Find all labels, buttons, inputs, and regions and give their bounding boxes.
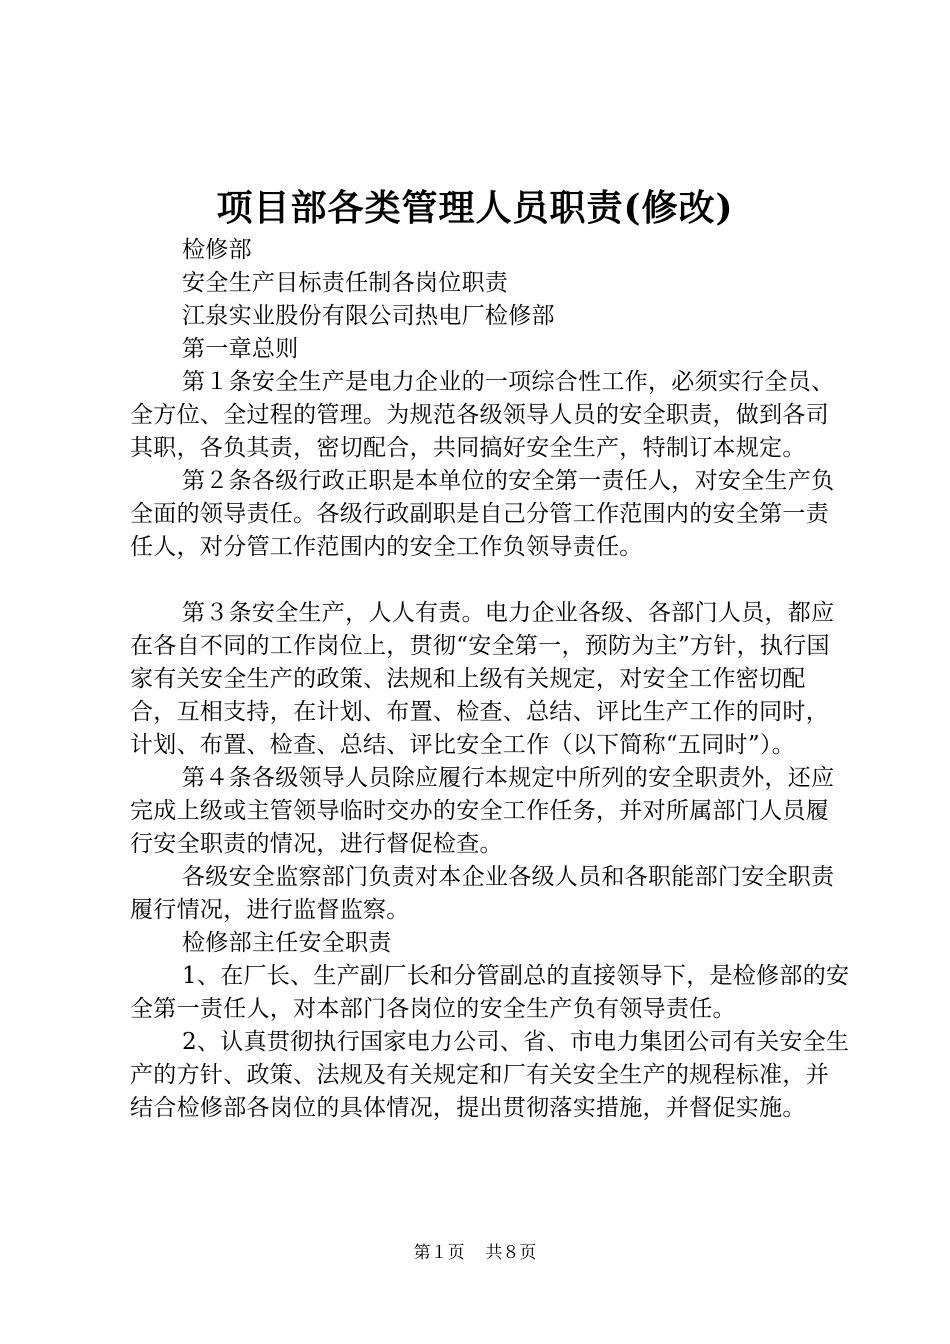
director-duty-1: 1、在厂长、生产副厂长和分管副总的直接领导下，是检修部的安全第一责任人，对本部门各岗位的安全生产负有领导责任。 — [130, 963, 850, 1022]
director-duty-2: 2、认真贯彻执行国家电力公司、省、市电力集团公司有关安全生产的方针、政策、法规及有关规定和厂有关安全生产的规程标准，并结合检修部各岗位的具体情况，提出贯彻落实措施，并督促实施。 — [130, 1029, 850, 1121]
paragraph-responsibility-system: 安全生产目标责任制各岗位职责 — [182, 270, 509, 296]
page-number: 第１页 — [413, 1243, 465, 1263]
page-footer — [0, 1242, 950, 1264]
blank-line — [130, 564, 852, 597]
page-total: 共８页 — [485, 1243, 537, 1263]
supervision-paragraph: 各级安全监察部门负责对本企业各级人员和各职能部门安全职责履行情况，进行监督监察。 — [130, 864, 835, 923]
article-3: 第３条安全生产，人人有责。电力企业各级、各部门人员，都应在各自不同的工作岗位上，贯彻“安全第一，预防为主”方针，执行国家有关安全生产的政策、法规和上级有关规定，对安全工作密切配合，互相支持，在计划、布置、检查、总结、评比生产工作的同时，计划、布置、检查、总结、评比安全工作（以下简称“五同时”）。 — [130, 600, 835, 758]
paragraph-company-name: 江泉实业股份有限公司热电厂检修部 — [182, 303, 555, 329]
document-body — [130, 234, 852, 1125]
document-title: 项目部各类管理人员职责(修改) — [216, 187, 734, 229]
article-4: 第４条各级领导人员除应履行本规定中所列的安全职责外，还应完成上级或主管领导临时交办的安全工作任务，并对所属部门人员履行安全职责的情况，进行督促检查。 — [130, 765, 835, 857]
article-1: 第１条安全生产是电力企业的一项综合性工作，必须实行全员、全方位、全过程的管理。为规范各级领导人员的安全职责，做到各司其职，各负其责，密切配合，共同搞好安全生产，特制订本规定。 — [130, 369, 835, 461]
section-heading-director: 检修部主任安全职责 — [182, 930, 392, 956]
chapter-heading: 第一章总则 — [182, 336, 299, 362]
article-2: 第２条各级行政正职是本单位的安全第一责任人，对安全生产负全面的领导责任。各级行政副职是自己分管工作范围内的安全第一责任人，对分管工作范围内的安全工作负领导责任。 — [130, 468, 835, 560]
paragraph-department: 检修部 — [182, 237, 252, 263]
